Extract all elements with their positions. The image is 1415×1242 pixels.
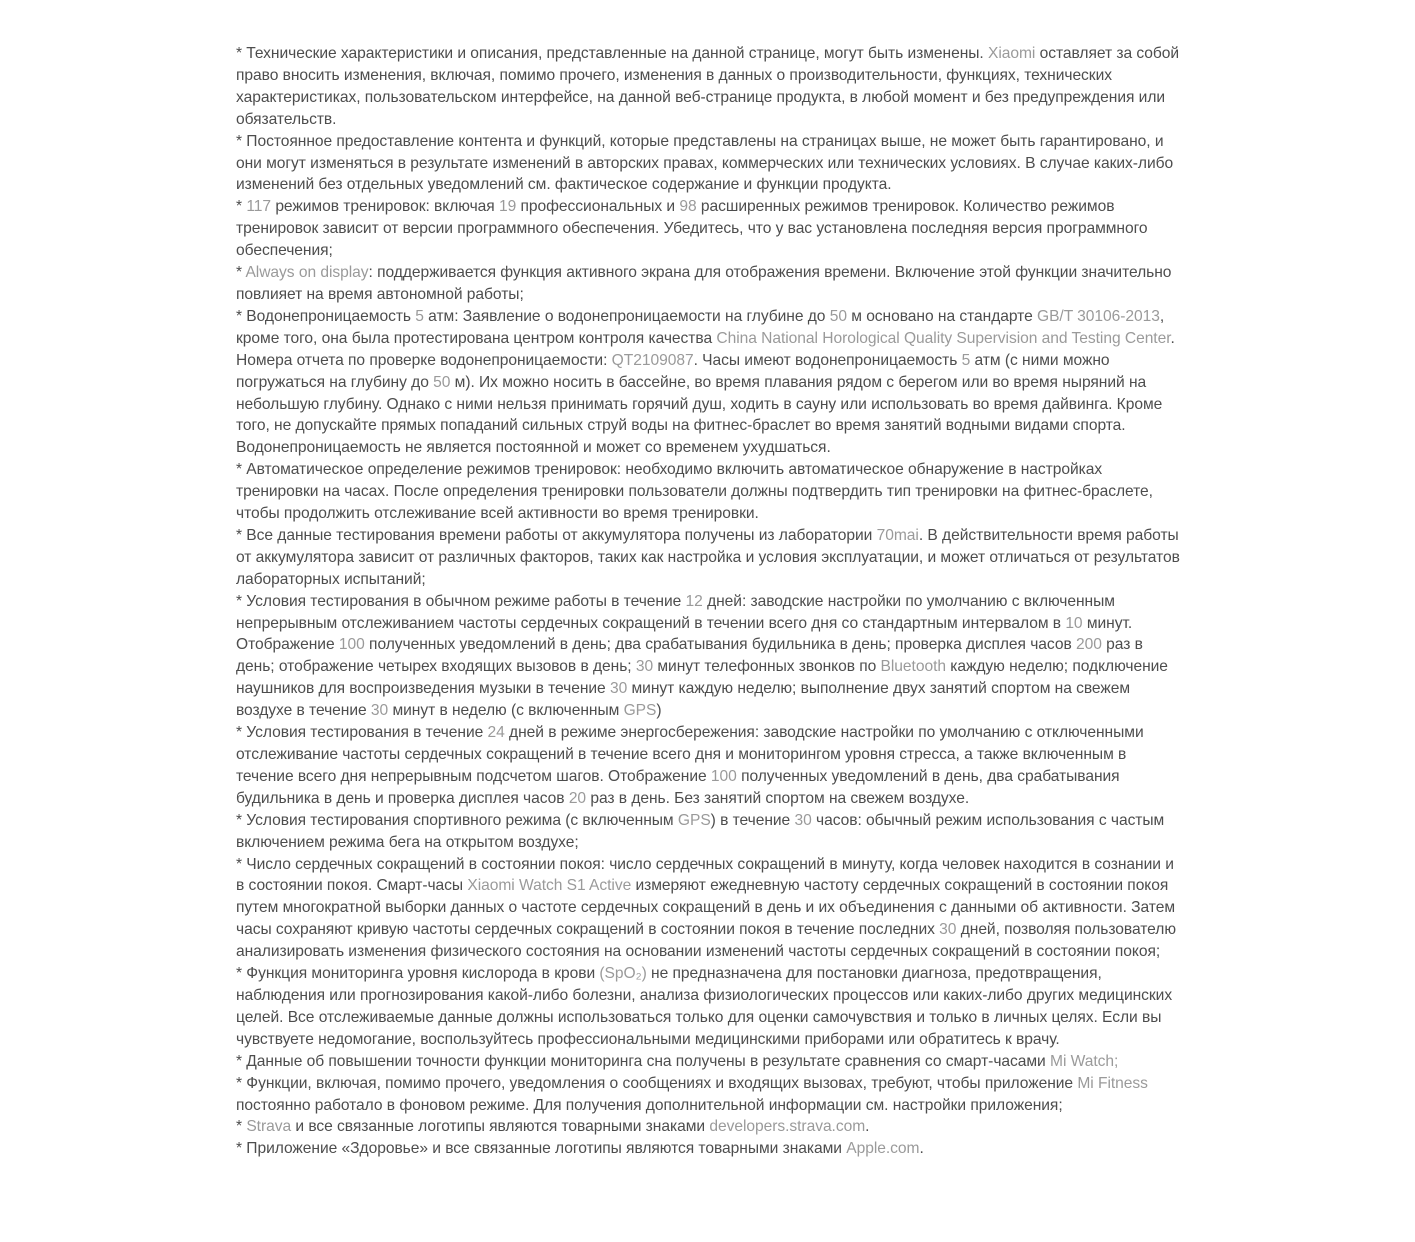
disclaimer-notes (236, 43, 1181, 1160)
footnote-text: * Условия тестирования в обычном режиме работы в течение (236, 592, 686, 610)
footnote-12 (236, 963, 1181, 1051)
footnote-11 (236, 854, 1181, 964)
footnote-text: полученных уведомлений в день, два срабатывания будильника в день и проверка дисплея часов (236, 767, 1120, 807)
footnote-term: QT2109087 (611, 351, 694, 369)
footnote-7 (236, 525, 1181, 591)
footnote-term: Mi Watch; (1050, 1052, 1119, 1070)
footnote-13 (236, 1051, 1181, 1073)
footnote-term: 5 (415, 307, 424, 325)
footnote-text: дней, позволяя пользователю анализировать изменения физического состояния на основании изменений частоты сердечных сокращений в состоянии покоя; (236, 921, 1176, 961)
footnote-term: 12 (685, 592, 703, 610)
footnote-term: 20 (568, 789, 587, 807)
footnote-term: 200 (1075, 636, 1102, 654)
footnote-text: расширенных режимов тренировок. Количество режимов тренировок зависит от версии программного обеспечения. Убедитесь, что у вас установлена последняя версия программного обеспечения; (236, 198, 1148, 260)
footnote-text: режимов тренировок: включая (271, 198, 499, 216)
footnote-text: не предназначена для постановки диагноза, предотвращения, наблюдения или прогнозирования какой-либо болезни, анализа физиологических процессов или каких-либо других медицинских целей. Все отслеживаемые данные должны использоваться только для оценки самочувствия и только в личных целях. Если вы чувствуете недомогание, воспользуйтесь профессиональными медицинскими приборами или обратитесь к врачу. (236, 965, 1173, 1048)
footnote-3 (236, 196, 1181, 262)
footnote-term: 30 (635, 658, 654, 676)
footnote-text: минут в неделю (с включенным (388, 702, 624, 720)
footnote-text: * Приложение «Здоровье» и все связанные логотипы являются товарными знаками (236, 1140, 847, 1158)
footnote-text: постоянно работало в фоновом режиме. Для получения дополнительной информации см. настройки приложения; (236, 1096, 1063, 1114)
footnote-text: . Номера отчета по проверке водонепроницаемости: (236, 329, 1175, 369)
footnote-5 (236, 306, 1181, 459)
footnote-term: Mi Fitness (1077, 1074, 1148, 1092)
footnote-text: раз в день; отображение четырех входящих вызовов в день; (236, 636, 1143, 676)
footnote-text: минут телефонных звонков по (653, 658, 881, 676)
footnote-text: профессиональных и (516, 198, 680, 216)
footnote-text: атм (с ними можно погружаться на глубину до (236, 351, 1110, 391)
footnote-16 (236, 1138, 1181, 1160)
footnote-text: . (919, 1140, 924, 1158)
footnote-term: 30 (370, 702, 389, 720)
footnote-term: Xiaomi (987, 45, 1036, 62)
footnote-text: . (865, 1118, 870, 1136)
footnote-6 (236, 459, 1181, 525)
footnote-term: 70mai (876, 526, 919, 544)
footnote-term: 98 (679, 198, 697, 216)
footnote-text: м основано на стандарте (846, 307, 1037, 325)
footnote-2 (236, 131, 1181, 197)
footnote-text: * Функции, включая, помимо прочего, уведомления о сообщениях и входящих вызовах, требуют, чтобы приложение (236, 1074, 1078, 1092)
footnote-term: 50 (433, 373, 451, 391)
footnote-text: , кроме того, она была протестирована центром контроля качества (236, 307, 1165, 347)
footnote-text: ) (656, 702, 662, 720)
footnote-text: * Условия тестирования спортивного режима (с включенным (236, 811, 678, 829)
footnote-text: измеряют ежедневную частоту сердечных сокращений в состоянии покоя путем многократной выборки данных о частоте сердечных сокращений в день и их объединения с данными об активности. Затем часы сохраняют кривую частоты сердечных сокращений в состоянии покоя в течение последних (236, 877, 1175, 939)
footnote-text: дней в режиме энергосбережения: заводские настройки по умолчанию с отключенными отслеживание частоты сердечных сокращений в течение всего дня и мониторингом уровня стресса, а также включенным в течение всего дня непрерывным подсчетом шагов. Отображение (236, 724, 1144, 785)
footnote-term: 50 (829, 307, 847, 325)
footnote-term: GPS (623, 702, 657, 720)
footnote-term: Strava (246, 1118, 292, 1136)
footnote-text: раз в день. Без занятий спортом на свежем воздухе. (586, 789, 970, 807)
footnote-term: Bluetooth (880, 658, 946, 676)
footnote-term: Apple.com (846, 1140, 920, 1158)
footnote-text: . В действительности время работы от аккумулятора зависит от различных факторов, таких как настройка и условия эксплуатации, и может отличаться от результатов лабораторных испытаний; (236, 526, 1180, 588)
footnote-text: * Технические характеристики и описания, представленные на данной странице, могут быть изменены. (236, 45, 988, 62)
footnote-term: Xiaomi Watch S1 Active (467, 877, 632, 895)
footnote-text: . Часы имеют водонепроницаемость (693, 351, 962, 369)
footnote-text: * Функция мониторинга уровня кислорода в крови (236, 965, 600, 983)
footnote-10 (236, 810, 1181, 854)
footnote-text: * Данные об повышении точности функции мониторинга сна получены в результате сравнения со смарт-часами (236, 1052, 1050, 1070)
footnote-text: * (236, 198, 247, 216)
footnote-text: * Водонепроницаемость (236, 307, 416, 325)
footnote-text: оставляет за собой право вносить изменения, включая, помимо прочего, изменения в данных о производительности, функциях, технических характеристиках, пользовательском интерфейсе, на данной веб-странице продукта, в любой момент и без предупреждения или обязательств. (236, 45, 1180, 128)
footnote-1 (236, 43, 1181, 131)
footnote-term: 100 (710, 767, 737, 785)
footnote-text: атм: Заявление о водонепроницаемости на глубине до (423, 307, 830, 325)
footnote-text: * Постоянное предоставление контента и функций, которые представлены на страницах выше, не может быть гарантировано, и они могут изменяться в результате изменений в авторских правах, коммерческих или технических условиях. В случае каких-либо изменений без отдельных уведомлений см. фактическое содержание и функции продукта. (236, 132, 1174, 194)
footnote-term: developers.strava.com (709, 1118, 866, 1136)
footnote-text: минут каждую неделю; выполнение двух занятий спортом на свежем воздухе в течение (236, 680, 1131, 720)
footnote-14 (236, 1073, 1181, 1117)
footnote-15 (236, 1116, 1181, 1138)
footnote-term: 30 (609, 680, 628, 698)
footnote-text: м). Их можно носить в бассейне, во время плавания рядом с берегом или во время ныряний на небольшую глубину. Однако с ними нельзя принимать горячий душ, ходить в сауну или использовать во время дайвинга. Кроме того, не допускайте прямых попаданий сильных струй воды на фитнес-браслет во время занятий водными видами спорта. Водонепроницаемость не является постоянной и может со временем ухудшаться. (236, 373, 1163, 457)
footnote-term: 30 (794, 811, 812, 829)
footnote-text: * Все данные тестирования времени работы от аккумулятора получены из лаборатории (236, 526, 877, 544)
footnote-term: Always on display (245, 264, 369, 282)
footnote-term: 117 (246, 198, 272, 216)
footnote-text: * Условия тестирования в течение (236, 724, 488, 742)
footnote-term: 100 (338, 636, 365, 654)
footnote-term: 24 (487, 724, 505, 742)
footnote-text: минут. Отображение (236, 614, 1133, 654)
footnote-text: * Автоматическое определение режимов тренировок: необходимо включить автоматическое обнаружение в настройках тренировки на часах. После определения тренировки пользователи должны подтвердить тип тренировки на фитнес-браслете, чтобы продолжить отслеживание всей активности во время тренировки. (236, 461, 1153, 523)
footnote-term: 19 (498, 198, 517, 216)
footnote-term: (SpO₂) (599, 965, 647, 983)
footnote-term: GPS (677, 811, 711, 829)
footnote-text: * (236, 1118, 247, 1136)
footnote-text: часов: обычный режим использования с частым включением режима бега на открытом воздухе; (236, 811, 1165, 851)
footnote-text: полученных уведомлений в день; два срабатывания будильника в день; проверка дисплея часов (364, 636, 1076, 654)
footnote-text: дней: заводские настройки по умолчанию с включенным непрерывным отслеживанием частоты сердечных сокращений в течении всего дня со стандартным интервалом в (236, 592, 1115, 632)
footnote-text: ) в течение (710, 811, 795, 829)
footnote-term: China National Horological Quality Supervision and Testing Center (716, 329, 1171, 347)
footnote-text: каждую неделю; подключение наушников для воспроизведения музыки в течение (236, 658, 1168, 698)
footnote-4 (236, 262, 1181, 306)
footnote-term: 10 (1065, 614, 1083, 632)
footnote-term: 30 (939, 921, 957, 939)
footnote-9 (236, 722, 1181, 810)
footnote-text: и все связанные логотипы являются товарными знаками (291, 1118, 710, 1136)
footnote-term: GB/T 30106-2013 (1036, 307, 1160, 325)
footnote-8 (236, 591, 1181, 722)
footnote-text: * Число сердечных сокращений в состоянии покоя: число сердечных сокращений в минуту, когда человек находится в сознании и в состоянии покоя. Смарт-часы (236, 855, 1174, 895)
footnote-term: 5 (961, 351, 971, 369)
footnote-text: * (236, 264, 246, 282)
footnote-text: : поддерживается функция активного экрана для отображения времени. Включение этой функции значительно повлияет на время автономной работы; (236, 264, 1172, 303)
